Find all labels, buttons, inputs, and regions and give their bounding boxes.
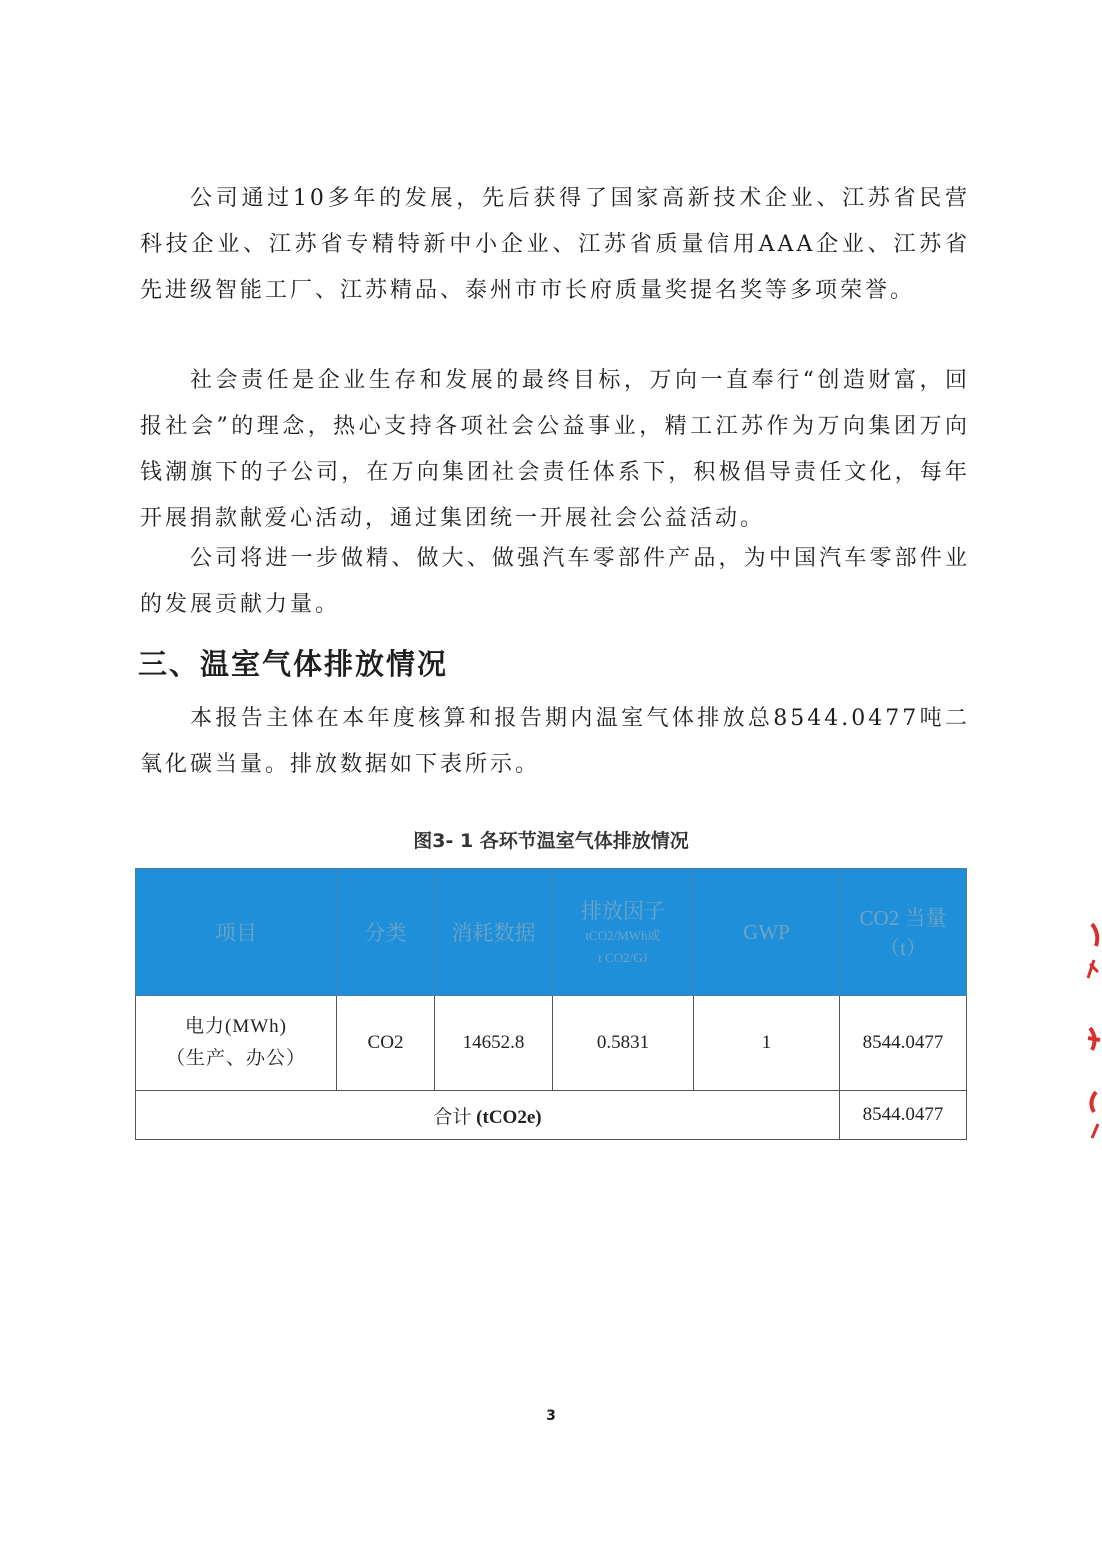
paragraph-outlook: 公司将进一步做精、做大、做强汽车零部件产品，为中国汽车零部件业的发展贡献力量。 — [140, 546, 970, 617]
total-label-unit: (tCO2e) — [476, 1106, 542, 1128]
header-emission-factor — [553, 869, 694, 996]
cell-consumption: 14652.8 — [435, 996, 553, 1091]
total-label-prefix: 合计 — [433, 1106, 477, 1128]
table-caption: 图3- 1 各环节温室气体排放情况 — [413, 830, 689, 852]
paragraph-social-responsibility: 社会责任是企业生存和发展的最终目标，万向一直奉行“创造财富，回报社会”的理念，热心支持各项社会公益事业，精工江苏作为万向集团万向钱潮旗下的子公司，在万向集团社会责任体系下，积极倡导责任文化，每年开展捐款献爱心活动，通过集团统一开展社会公益活动。 — [140, 368, 970, 531]
table-total-row — [136, 1091, 967, 1140]
header-co2eq-unit: （t） — [879, 936, 927, 960]
page-number: 3 — [546, 1408, 556, 1424]
cell-item-line-1: 电力(MWh) — [185, 1016, 287, 1037]
header-item: 项目 — [136, 869, 337, 996]
paragraph-emission-summary: 本报告主体在本年度核算和报告期内温室气体排放总8544.0477吨二氧化碳当量。排放数据如下表所示。 — [140, 706, 970, 777]
cell-item-line-2: （生产、办公） — [165, 1048, 306, 1069]
official-seal-stamp — [1078, 920, 1102, 1140]
section-heading: 三、温室气体排放情况 — [138, 647, 449, 681]
header-consumption: 消耗数据 — [435, 869, 553, 996]
cell-factor: 0.5831 — [553, 996, 694, 1091]
header-factor-title: 排放因子 — [581, 899, 665, 923]
cell-total-value: 8544.0477 — [840, 1091, 967, 1140]
cell-category: CO2 — [337, 996, 435, 1091]
table-row — [136, 996, 967, 1091]
table-header-row — [136, 869, 967, 996]
header-gwp: GWP — [694, 869, 840, 996]
header-co2-equivalent — [840, 869, 967, 996]
emission-table — [135, 868, 967, 1140]
header-category: 分类 — [337, 869, 435, 996]
cell-gwp: 1 — [694, 996, 840, 1091]
header-factor-unit-1: tCO2/MWh或 — [585, 928, 661, 943]
header-factor-unit-2: t CO2/GJ — [598, 950, 648, 965]
header-co2eq-label: CO2 当量 — [859, 906, 947, 930]
cell-item — [136, 996, 337, 1091]
cell-total-label — [136, 1091, 840, 1140]
cell-co2eq: 8544.0477 — [840, 996, 967, 1091]
paragraph-honors: 公司通过10多年的发展，先后获得了国家高新技术企业、江苏省民营科技企业、江苏省专精特新中小企业、江苏省质量信用AAA企业、江苏省先进级智能工厂、江苏精品、泰州市市长府质量奖提名奖等多项荣誉。 — [140, 186, 970, 303]
